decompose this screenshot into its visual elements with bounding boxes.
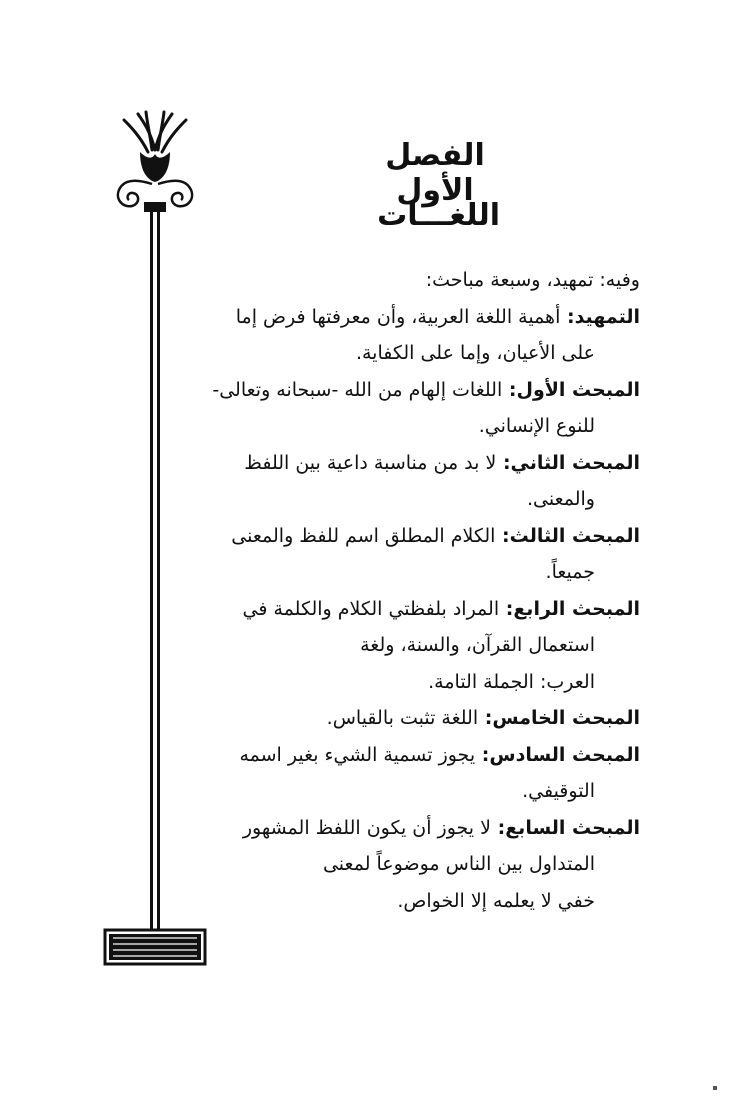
section-continuation-line: خفي لا يعلمه إلا الخواص. xyxy=(397,889,595,912)
chapter-subtitle: اللغـــات xyxy=(377,198,500,233)
section-first-line xyxy=(195,737,640,774)
section-item xyxy=(195,737,640,810)
section-continuation-line: المتداول بين الناس موضوعاً لمعنى xyxy=(322,853,595,875)
intro-line: وفيه: تمهيد، وسبعة مباحث: xyxy=(425,269,640,291)
section-heading: المبحث الأول: xyxy=(508,378,640,401)
section-description: اللغة تثبت بالقياس. xyxy=(326,707,479,729)
section-continuation-line: التوقيفي. xyxy=(522,780,595,802)
section-description: لا بد من مناسبة داعية بين اللفظ xyxy=(244,451,497,474)
pillar-ornament xyxy=(100,110,210,970)
section-item xyxy=(195,700,640,737)
section-heading: المبحث السابع: xyxy=(497,816,640,839)
section-description: اللغات إلهام من الله -سبحانه وتعالى- xyxy=(212,378,503,401)
section-heading: التمهيد: xyxy=(566,305,640,328)
section-continuation-line: جميعاً. xyxy=(545,561,595,583)
section-continuation-line: استعمال القرآن، والسنة، ولغة xyxy=(360,634,595,656)
section-heading: المبحث الثاني: xyxy=(502,451,640,474)
section-first-line xyxy=(195,372,640,409)
section-heading: المبحث السادس: xyxy=(481,743,640,766)
section-description: لا يجوز أن يكون اللفظ المشهور xyxy=(242,816,491,839)
section-description: المراد بلفظتي الكلام والكلمة في xyxy=(242,597,500,620)
section-description: يجوز تسمية الشيء بغير اسمه xyxy=(239,743,476,766)
section-first-line xyxy=(195,700,640,737)
section-continuation-line: للنوع الإنساني. xyxy=(478,415,595,437)
section-heading: المبحث الثالث: xyxy=(502,524,640,547)
scan-speck xyxy=(713,1086,717,1090)
section-continuation-line: والمعنى. xyxy=(526,488,595,510)
section-description: الكلام المطلق اسم للفظ والمعنى xyxy=(231,524,496,547)
section-item xyxy=(195,299,640,372)
section-continuation-line: على الأعيان، وإما على الكفاية. xyxy=(355,342,595,364)
section-heading: المبحث الخامس: xyxy=(484,707,640,729)
section-description: أهمية اللغة العربية، وأن معرفتها فرض إما xyxy=(235,305,561,328)
section-first-line xyxy=(195,810,640,847)
section-item xyxy=(195,445,640,518)
section-item xyxy=(195,372,640,445)
section-heading: المبحث الرابع: xyxy=(505,597,640,620)
chapter-contents xyxy=(195,262,640,919)
section-first-line xyxy=(195,518,640,555)
section-first-line xyxy=(195,445,640,482)
section-item xyxy=(195,518,640,591)
section-first-line xyxy=(195,591,640,628)
section-first-line xyxy=(195,299,640,336)
sections-list xyxy=(195,299,640,920)
section-continuation-line: العرب: الجملة التامة. xyxy=(428,670,595,693)
chapter-title: الفصل الأول xyxy=(385,138,485,208)
section-item xyxy=(195,591,640,701)
section-item xyxy=(195,810,640,920)
